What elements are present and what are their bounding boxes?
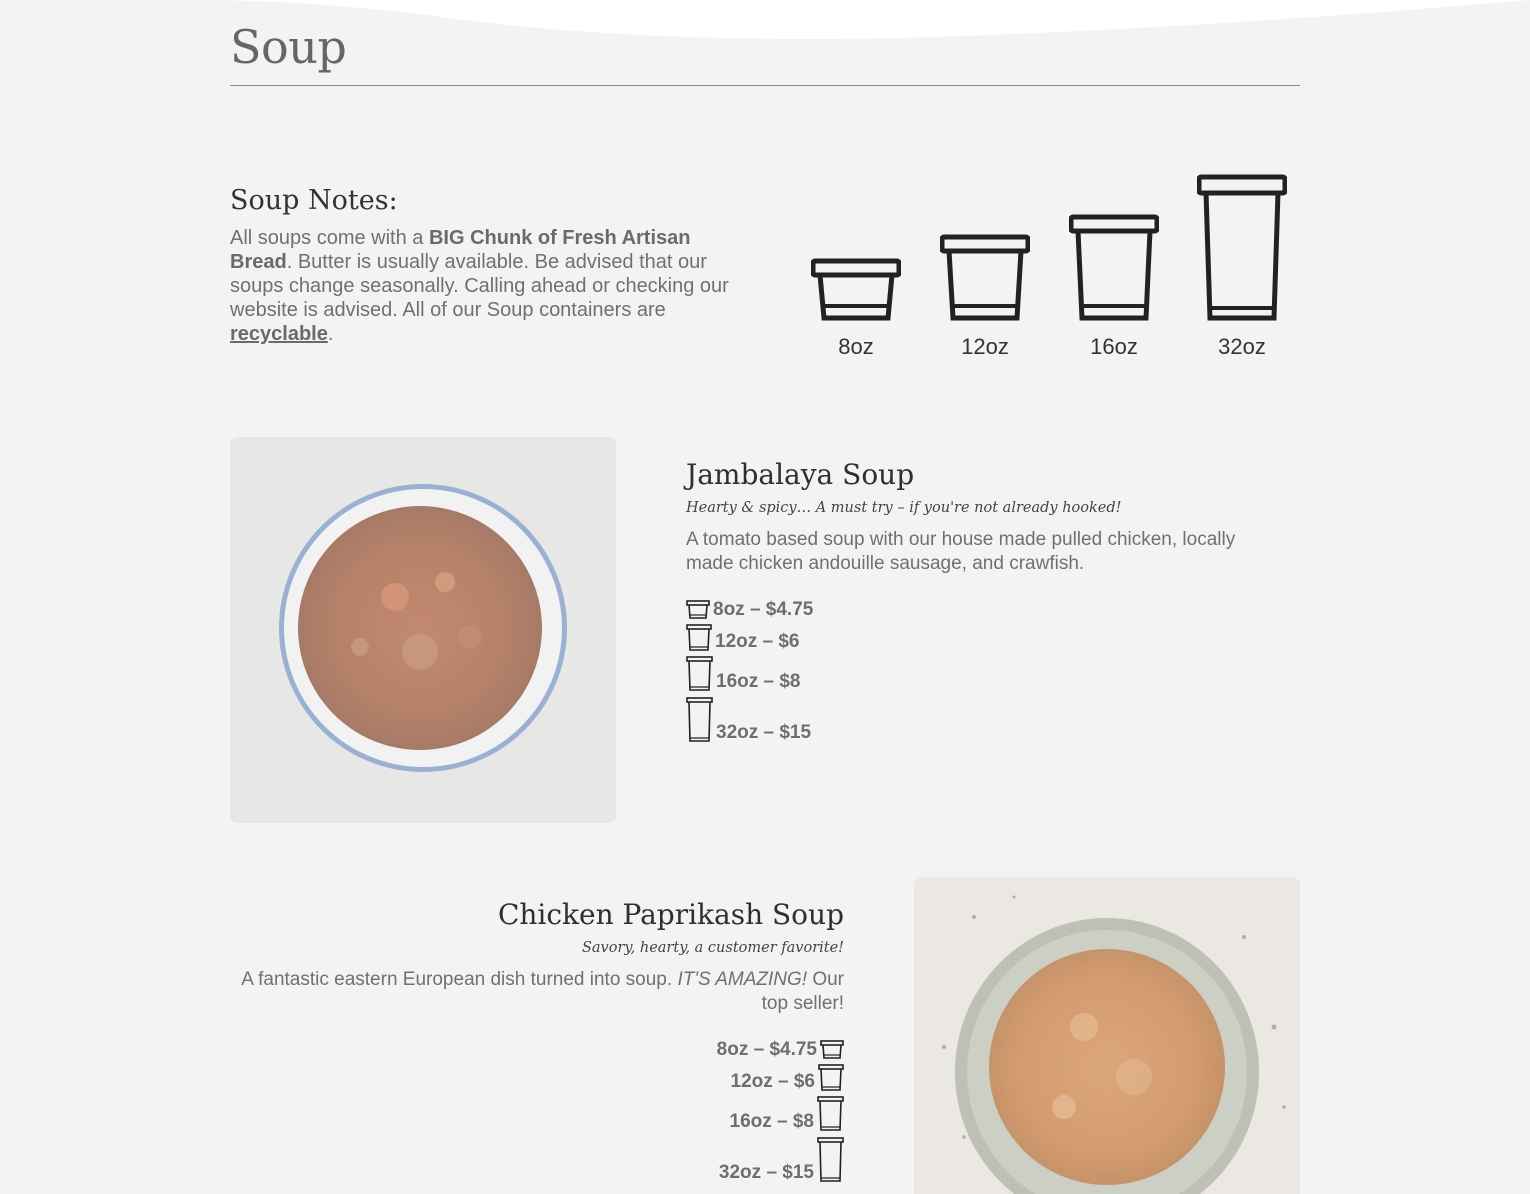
price-label: 32oz – $15 bbox=[716, 722, 812, 743]
price-label: 16oz – $8 bbox=[729, 1111, 814, 1132]
price-label: 12oz – $6 bbox=[730, 1071, 815, 1092]
recyclable-link[interactable]: recyclable bbox=[230, 323, 328, 345]
price-label: 8oz – $4.75 bbox=[713, 599, 814, 620]
container-size-legend bbox=[800, 160, 1300, 360]
jambalaya-price-32oz bbox=[686, 697, 811, 743]
size-legend-32oz bbox=[1192, 174, 1292, 360]
container-32oz-icon bbox=[817, 1137, 844, 1183]
description-emphasis: IT'S AMAZING! bbox=[677, 969, 808, 990]
jambalaya-soup-description: A tomato based soup with our house made pulled chicken, locally made chicken andouille sausage, and crawfish. bbox=[686, 529, 1236, 574]
container-12oz-icon bbox=[686, 624, 712, 652]
container-16oz-icon bbox=[817, 1096, 844, 1132]
paprikash-price-12oz bbox=[731, 1064, 845, 1092]
paprikash-price-16oz bbox=[730, 1096, 845, 1132]
size-legend-8oz bbox=[806, 258, 906, 360]
jambalaya-price-8oz bbox=[686, 600, 813, 620]
title-divider bbox=[230, 85, 1300, 86]
soup-notes-heading: Soup Notes: bbox=[230, 185, 398, 216]
jambalaya-soup-photo bbox=[230, 437, 616, 823]
container-16oz-icon bbox=[1069, 214, 1159, 324]
chicken-paprikash-soup-photo bbox=[914, 877, 1300, 1194]
size-legend-12oz bbox=[935, 234, 1035, 360]
container-32oz-icon bbox=[1197, 174, 1287, 324]
container-8oz-icon bbox=[820, 1040, 844, 1060]
soup-notes-text bbox=[230, 226, 730, 346]
size-label-32oz: 32oz bbox=[1218, 334, 1266, 359]
container-8oz-icon bbox=[686, 600, 710, 620]
size-label-8oz: 8oz bbox=[838, 334, 874, 359]
notes-text-after: . bbox=[327, 323, 334, 345]
price-label: 12oz – $6 bbox=[715, 631, 800, 652]
jambalaya-price-12oz bbox=[686, 624, 800, 652]
paprikash-price-32oz bbox=[719, 1137, 844, 1183]
size-legend-16oz bbox=[1064, 214, 1164, 360]
description-tail: Our top seller! bbox=[761, 969, 844, 1014]
chicken-paprikash-soup-tagline: Savory, hearty, a customer favorite! bbox=[581, 940, 844, 956]
container-32oz-icon bbox=[686, 697, 713, 743]
chicken-paprikash-soup-description bbox=[234, 968, 844, 1016]
paprikash-price-8oz bbox=[717, 1040, 844, 1060]
container-12oz-icon bbox=[818, 1064, 844, 1092]
jambalaya-soup-tagline: Hearty & spicy… A must try – if you're not already hooked! bbox=[686, 500, 1122, 516]
container-16oz-icon bbox=[686, 656, 713, 692]
page-title: Soup bbox=[230, 20, 347, 74]
notes-text-middle: . Butter is usually available. Be advised that our soups change seasonally. Calling ahead or checking our website is advised. All of our Soup containers are bbox=[230, 251, 729, 321]
notes-text-before: All soups come with a bbox=[230, 227, 429, 249]
price-label: 8oz – $4.75 bbox=[716, 1039, 817, 1060]
container-12oz-icon bbox=[940, 234, 1030, 324]
description-text: A fantastic eastern European dish turned into soup. bbox=[241, 969, 678, 990]
chicken-paprikash-soup-name: Chicken Paprikash Soup bbox=[497, 898, 844, 931]
size-label-16oz: 16oz bbox=[1090, 334, 1138, 359]
price-label: 16oz – $8 bbox=[716, 671, 801, 692]
notes-bread-highlight: BIG Chunk of Fresh Artisan Bread bbox=[230, 227, 691, 273]
jambalaya-price-16oz bbox=[686, 656, 801, 692]
jambalaya-soup-name: Jambalaya Soup bbox=[686, 458, 915, 491]
size-label-12oz: 12oz bbox=[961, 334, 1009, 359]
container-8oz-icon bbox=[811, 258, 901, 324]
price-label: 32oz – $15 bbox=[718, 1162, 814, 1183]
